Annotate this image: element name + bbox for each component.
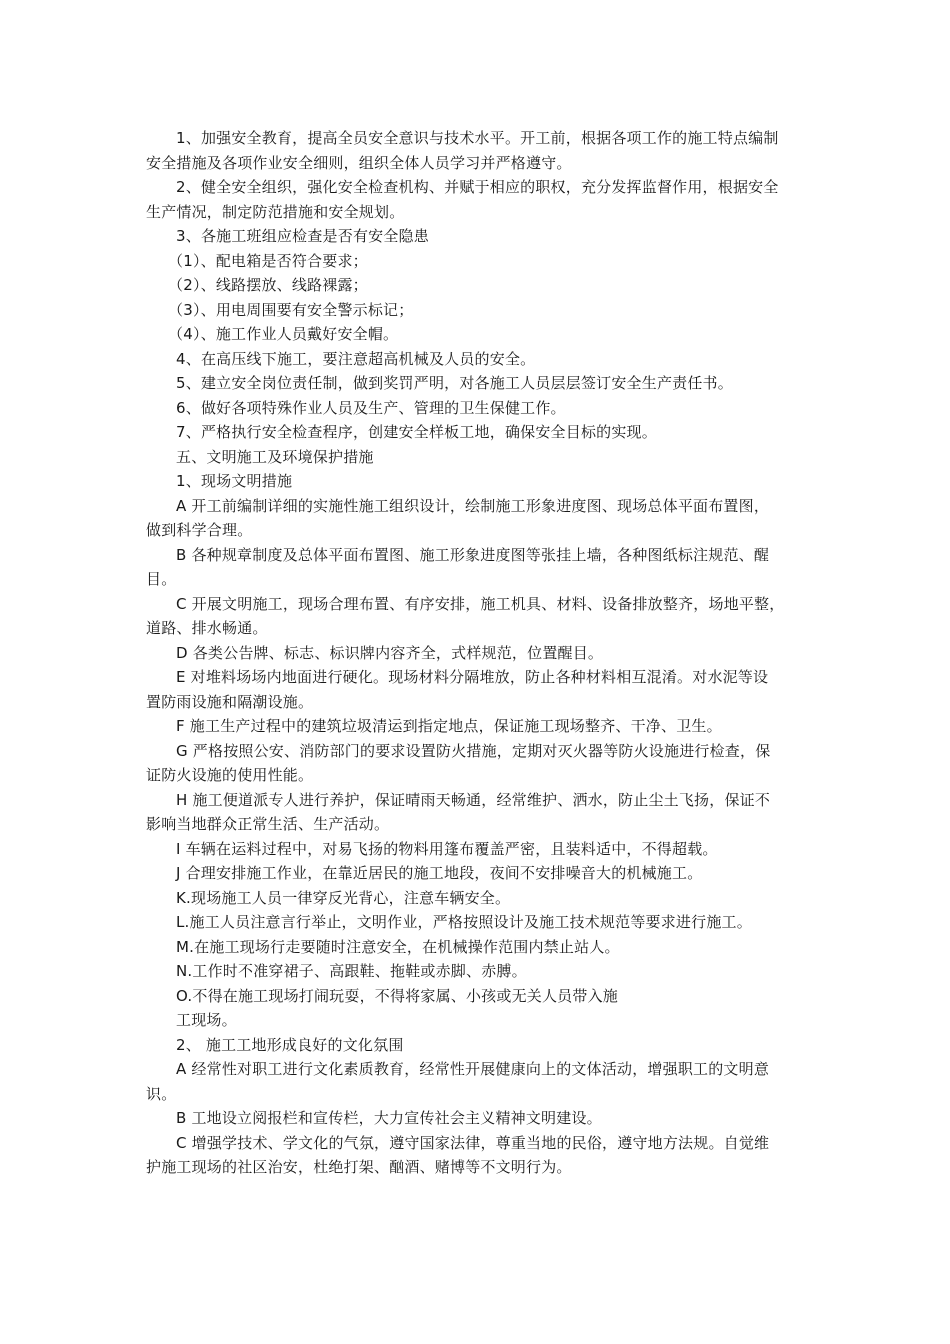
text-line: K.现场施工人员一律穿反光背心，注意车辆安全。 [176, 888, 511, 907]
text-line: D 各类公告牌、标志、标识牌内容齐全，式样规范，位置醒目。 [176, 643, 604, 662]
text-line: G 严格按照公安、消防部门的要求设置防火措施，定期对灭火器等防火设施进行检查，保 [176, 741, 771, 760]
text-line: 6、做好各项特殊作业人员及生产、管理的卫生保健工作。 [176, 398, 566, 417]
text-line: 护施工现场的社区治安，杜绝打架、酗酒、赌博等不文明行为。 [146, 1158, 572, 1176]
text-line: 五、文明施工及环境保护措施 [176, 447, 374, 466]
text-line: A 经常性对职工进行文化素质教育，经常性开展健康向上的文体活动，增强职工的文明意 [176, 1060, 770, 1078]
text-line: 工现场。 [176, 1011, 237, 1029]
text-line: E 对堆料场场内地面进行硬化。现场材料分隔堆放，防止各种材料相互混淆。对水泥等设 [176, 668, 769, 686]
text-line: 2、 施工工地形成良好的文化氛围 [176, 1035, 404, 1054]
text-line: F 施工生产过程中的建筑垃圾清运到指定地点，保证施工现场整齐、干净、卫生。 [176, 717, 722, 735]
text-line: I 车辆在运料过程中，对易飞扬的物料用篷布覆盖严密，且装料适中，不得超载。 [176, 839, 718, 858]
text-line: 3、各施工班组应检查是否有安全隐患 [176, 227, 429, 245]
text-line: 目。 [146, 570, 177, 588]
text-line: B 各种规章制度及总体平面布置图、施工形象进度图等张挂上墙，各种图纸标注规范、醒 [176, 545, 770, 564]
text-line: 5、建立安全岗位责任制，做到奖罚严明，对各施工人员层层签订安全生产责任书。 [176, 374, 733, 392]
text-line: 1、加强安全教育，提高全员安全意识与技术水平。开工前，根据各项工作的施工特点编制 [176, 129, 779, 147]
text-line: 安全措施及各项作业安全细则，组织全体人员学习并严格遵守。 [146, 153, 572, 172]
text-line: 2、健全安全组织，强化安全检查机构、并赋于相应的职权，充分发挥监督作用，根据安全 [176, 178, 779, 196]
text-line: O.不得在施工现场打闹玩耍，不得将家属、小孩或无关人员带入施 [176, 986, 618, 1005]
text-line: （3）、用电周围要有安全警示标记； [168, 300, 414, 319]
text-line: 证防火设施的使用性能。 [146, 766, 314, 784]
text-line: J 合理安排施工作业，在靠近居民的施工地段，夜间不安排噪音大的机械施工。 [176, 864, 703, 882]
text-line: A 开工前编制详细的实施性施工组织设计，绘制施工形象进度图、现场总体平面布置图， [176, 496, 770, 515]
text-line: 影响当地群众正常生活、生产活动。 [146, 815, 390, 833]
document-body [146, 126, 818, 1180]
text-line: C 开展文明施工，现场合理布置、有序安排，施工机具、材料、设备排放整齐，场地平整， [176, 594, 785, 613]
text-line: 道路、排水畅通。 [146, 619, 268, 637]
text-line: 7、严格执行安全检查程序，创建安全样板工地，确保安全目标的实现。 [176, 423, 657, 441]
text-line: L.施工人员注意言行举止，文明作业，严格按照设计及施工技术规范等要求进行施工。 [176, 913, 752, 931]
text-line: C 增强学技术、学文化的气氛，遵守国家法律，尊重当地的民俗，遵守地方法规。自觉维 [176, 1133, 770, 1152]
text-line: 生产情况，制定防范措施和安全规划。 [146, 202, 405, 221]
text-line: N.工作时不准穿裙子、高跟鞋、拖鞋或赤脚、赤膊。 [176, 962, 527, 980]
text-line: H 施工便道派专人进行养护，保证晴雨天畅通，经常维护、洒水，防止尘土飞扬，保证不 [176, 790, 771, 809]
text-line: （4）、施工作业人员戴好安全帽。 [168, 325, 399, 343]
text-line: 置防雨设施和隔潮设施。 [146, 692, 314, 711]
text-line: （2）、线路摆放、线路裸露； [168, 276, 368, 294]
text-line: （1）、配电箱是否符合要求； [168, 251, 368, 270]
text-line: B 工地设立阅报栏和宣传栏，大力宣传社会主义精神文明建设。 [176, 1109, 602, 1127]
text-line: 做到科学合理。 [146, 521, 253, 539]
text-line: M.在施工现场行走要随时注意安全，在机械操作范围内禁止站人。 [176, 937, 620, 956]
text-line: 识。 [146, 1084, 177, 1103]
text-line: 1、现场文明措施 [176, 472, 293, 490]
text-line: 4、在高压线下施工，要注意超高机械及人员的安全。 [176, 349, 536, 368]
